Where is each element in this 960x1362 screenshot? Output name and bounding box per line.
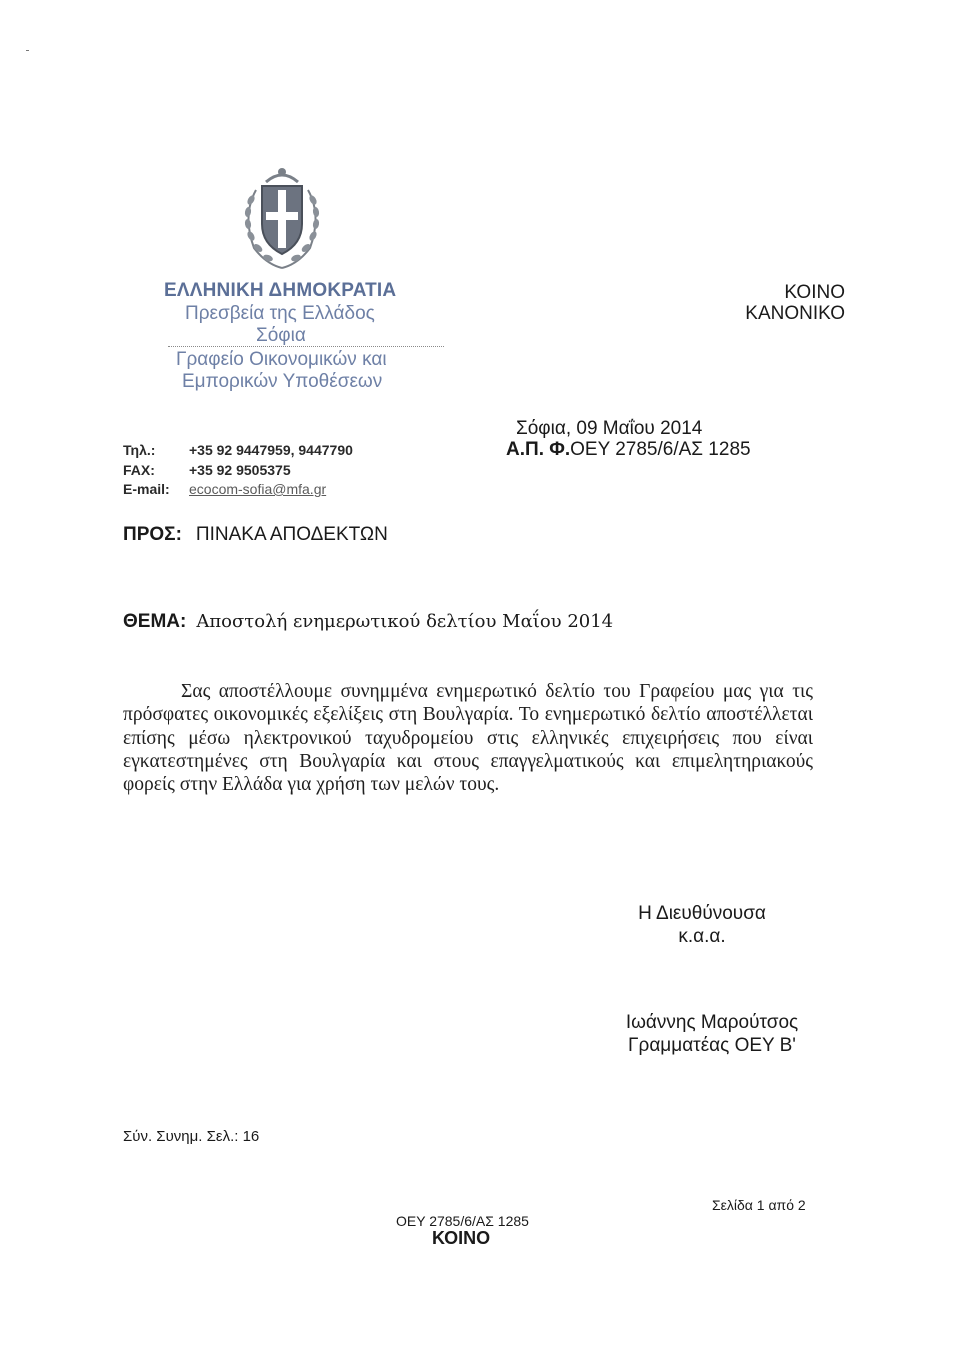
subject-value: Αποστολή ενημερωτικού δελτίου Μαΐου 2014 bbox=[196, 611, 614, 632]
reference-value: ΟΕΥ 2785/6/ΑΣ 1285 bbox=[570, 439, 751, 460]
tel-label: Τηλ.: bbox=[123, 442, 156, 458]
signatory-name: Ιωάννης Μαρούτσος bbox=[625, 1012, 799, 1033]
subject-label: ΘΕΜΑ: bbox=[123, 611, 187, 632]
subject-line bbox=[123, 611, 613, 633]
issuer-office-continued: Εμπορικών Υποθέσεων bbox=[182, 371, 383, 392]
footer-classification: ΚΟΙΝΟ bbox=[432, 1228, 491, 1248]
reference-prefix: Α.Π. Φ. bbox=[506, 439, 571, 460]
greek-coat-of-arms-icon bbox=[236, 160, 328, 272]
issuer-embassy: Πρεσβεία της Ελλάδος bbox=[185, 303, 375, 324]
recipient-line bbox=[123, 524, 388, 546]
issuer-city: Σόφια bbox=[256, 325, 306, 346]
page-number: Σελίδα 1 από 2 bbox=[712, 1197, 806, 1213]
header-divider bbox=[168, 346, 444, 347]
recipient-label: ΠΡΟΣ: bbox=[123, 524, 182, 545]
classification-priority: ΚΑΝΟΝΙΚΟ bbox=[745, 303, 845, 324]
fax-label: FAX: bbox=[123, 462, 155, 478]
recipient-value: ΠΙΝΑΚΑ ΑΠΟΔΕΚΤΩΝ bbox=[195, 524, 388, 545]
email-link[interactable]: ecocom-sofia@mfa.gr bbox=[189, 481, 327, 497]
tel-value: +35 92 9447959, 9447790 bbox=[189, 442, 353, 458]
issuer-office: Γραφείο Οικονομικών και bbox=[176, 349, 387, 370]
issuer-state: ΕΛΛΗΝΙΚΗ ΔΗΜΟΚΡΑΤΙΑ bbox=[164, 280, 397, 301]
signatory-title: Η Διευθύνουσα bbox=[638, 903, 766, 924]
attachment-count: Σύν. Συνημ. Σελ.: 16 bbox=[123, 1128, 260, 1145]
classification-level: ΚΟΙΝΟ bbox=[784, 282, 845, 303]
document-date: Σόφια, 09 Μαΐου 2014 bbox=[516, 418, 703, 439]
scan-mark bbox=[26, 50, 29, 51]
document-reference bbox=[506, 439, 751, 461]
footer-reference: ΟΕΥ 2785/6/ΑΣ 1285 bbox=[396, 1213, 529, 1229]
body-paragraph: Σας αποστέλλουμε συνημμένα ενημερωτικό δελτίο του Γραφείου μας για τις πρόσφατες οικονομικές εξελίξεις στη Βουλγαρία. Το ενημερωτικό δελτίο αποστέλλεται επίσης μέσω ηλεκτρονικού ταχυδρομείου στις ελληνικές επιχειρήσεις που είναι εγκατεστημένες στη Βουλγαρία και στους επαγγελματικούς και επιμελητηριακούς φορείς στην Ελλάδα για χρήση των μελών τους. bbox=[123, 681, 813, 796]
signatory-on-behalf: κ.α.α. bbox=[678, 926, 726, 947]
signatory-role: Γραμματέας ΟΕΥ Β' bbox=[628, 1035, 796, 1056]
fax-value: +35 92 9505375 bbox=[189, 462, 291, 478]
email-label: E-mail: bbox=[123, 481, 170, 497]
